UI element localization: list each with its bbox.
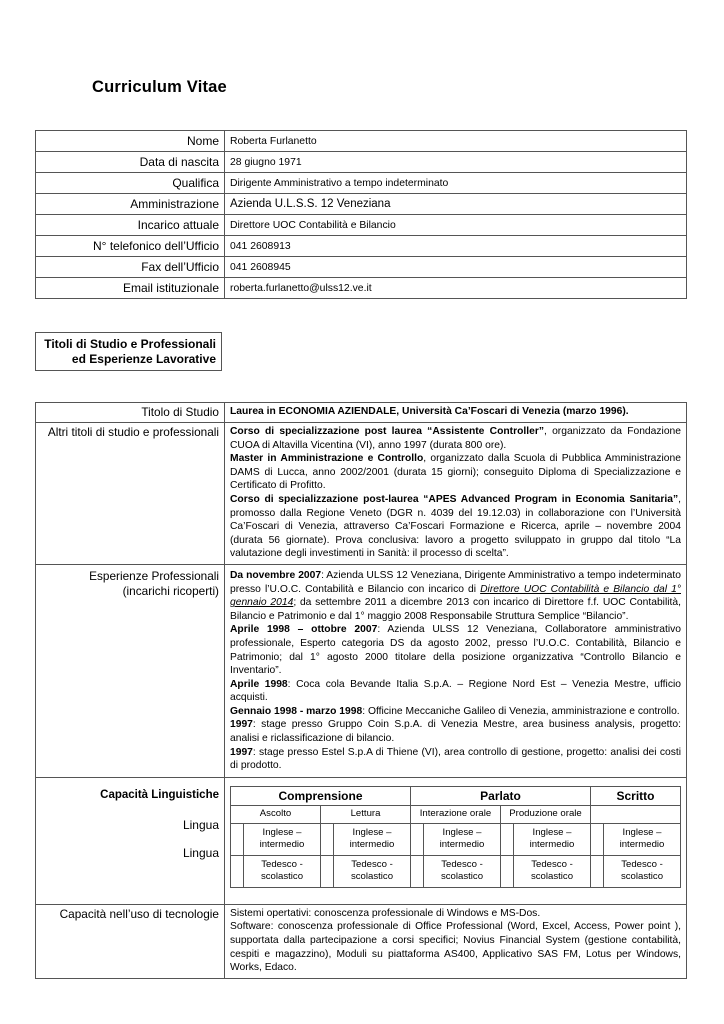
language-level: Tedesco - scolastico (244, 855, 321, 887)
field-label: Data di nascita (36, 152, 225, 173)
personal-info-table (35, 130, 687, 299)
field-label: Fax dell’Ufficio (36, 257, 225, 278)
column-header: Comprensione (231, 786, 411, 805)
language-subheader-row (231, 805, 681, 823)
level-code-cell (321, 855, 334, 887)
language-level: Inglese – intermedio (424, 823, 501, 855)
experience-entry (230, 705, 681, 719)
field-label: Altri titoli di studio e professionali (36, 423, 225, 565)
experience-detail: ; da settembre 2011 a dicembre 2013 con incarico di Direttore f.f. UOC Contabilità, Bilancio e Patrimonio e dal 1° maggio 2008 Responsabile Struttura Semplice “Bilancio”. (230, 597, 681, 622)
table-row (36, 215, 687, 236)
qualification-detail: , organizzato da Fondazione CUOA di Altavilla Vicentina (VI), anno 1997 (durata 800 ore). (230, 426, 682, 451)
language-level: Tedesco - scolastico (334, 855, 411, 887)
language-row (231, 855, 681, 887)
experience-detail: : Officine Meccaniche Galileo di Venezia, amministrazione e controllo. (362, 705, 680, 717)
degree-cell (225, 403, 687, 423)
level-code-cell (231, 823, 244, 855)
tech-skills-os: Sistemi opertativi: conoscenza professionale di Windows e MS-Dos. (230, 907, 541, 919)
table-row (36, 173, 687, 194)
education-experience-table (35, 402, 687, 979)
qualification-detail: , promosso dalla Regione Veneto (DGR n. 4039 del 19.12.03) in collaborazione con l’Università Ca’Foscari di Venezia, attraverso Ca’Foscari Formazione e Ricerca, aprile – novembre 2004 (durata 56 giornate). Prova conclusiva: lavoro a progetto sviluppato in gruppo dal titolo “La valutazione degli investimenti in Sanità: il processo di scelta”. (230, 493, 681, 560)
table-row (36, 777, 687, 904)
level-code-cell (591, 823, 604, 855)
section-heading-line: ed Esperienze Lavorative (71, 352, 216, 366)
experience-period: 1997 (230, 746, 253, 758)
column-subheader: Produzione orale (501, 805, 591, 823)
experience-period: Aprile 1998 (230, 678, 288, 690)
level-code-cell (231, 855, 244, 887)
column-subheader: Interazione orale (411, 805, 501, 823)
field-label: Titolo di Studio (36, 403, 225, 423)
experience-entry (230, 678, 681, 705)
qualification-entry (230, 452, 681, 493)
language-grid (230, 786, 681, 888)
page-title: Curriculum Vitae (92, 78, 227, 96)
field-label-line: (incarichi ricoperti) (122, 583, 219, 598)
language-level: Inglese – intermedio (334, 823, 411, 855)
experience-period: Da novembre 2007 (230, 569, 322, 581)
field-label-line: Esperienze Professionali (89, 568, 219, 583)
experience-entry (230, 623, 681, 677)
language-header-row (231, 786, 681, 805)
column-subheader-empty (591, 805, 681, 823)
level-code-cell (591, 855, 604, 887)
table-row (36, 236, 687, 257)
language-row-label: Lingua (182, 817, 219, 832)
tech-skills (225, 904, 687, 978)
table-row (36, 278, 687, 299)
language-level: Inglese – intermedio (604, 823, 681, 855)
field-value: Direttore UOC Contabilità e Bilancio (225, 215, 687, 236)
level-code-cell (501, 823, 514, 855)
field-label: Capacità nell’uso di tecnologie (36, 904, 225, 978)
field-label: N° telefonico dell’Ufficio (36, 236, 225, 257)
qualification-title: Corso di specializzazione post laurea “Assistente Controller” (230, 426, 544, 437)
experience-entry (230, 746, 681, 773)
language-level: Inglese – intermedio (514, 823, 591, 855)
section-heading-line: Titoli di Studio e Professionali (44, 337, 216, 351)
degree-value: Laurea in ECONOMIA AZIENDALE, Università Ca’Foscari di Venezia (marzo 1996). (230, 406, 629, 417)
language-level: Inglese – intermedio (244, 823, 321, 855)
other-qualifications (225, 423, 687, 565)
table-row (36, 423, 687, 565)
experience-period: Gennaio 1998 - marzo 1998 (230, 705, 363, 717)
field-label: Email istituzionale (36, 278, 225, 299)
field-label: Nome (36, 131, 225, 152)
qualification-entry (230, 493, 681, 561)
field-label: Qualifica (36, 173, 225, 194)
tech-skills-software: Software: conoscenza professionale di Office Professional (Word, Excel, Access, Power point ), supportata dalla partecipazione a corsi specifici; Novius Financial System (gestione contabilità, cespiti e magazzino), Moduli su piattaforma AS400, Applicativo SAS FM, Lotus per Windows, Works, Edaco. (230, 921, 681, 974)
qualification-detail: , organizzato dalla Scuola di Pubblica Amministrazione DAMS di Lucca, anno 2002/2001 (durata 15 giorni); conseguito Diploma di Specializzazione e Certificato di Profitto. (230, 453, 681, 492)
field-value: 28 giugno 1971 (225, 152, 687, 173)
field-value: 041 2608945 (225, 257, 687, 278)
language-level: Tedesco - scolastico (514, 855, 591, 887)
qualification-title: Corso di specializzazione post-laurea “APES Advanced Program in Economia Sanitaria” (230, 493, 679, 505)
column-subheader: Lettura (321, 805, 411, 823)
experience-detail: : Azienda ULSS 12 Veneziana, Collaboratore amministrativo professionale, Esperto categoria DS da agosto 2002, presso l’U.O.C. Contabilità, Bilancio e Patrimonio; dal 1° agosto 2000 titolare della posizione organizzativa “Controllo Bilancio e Inventario”. (230, 624, 681, 677)
field-value: Dirigente Amministrativo a tempo indeterminato (225, 173, 687, 194)
language-level: Tedesco - scolastico (424, 855, 501, 887)
work-experience (225, 564, 687, 777)
table-row (36, 403, 687, 423)
field-label: Incarico attuale (36, 215, 225, 236)
language-label-cell (36, 777, 225, 904)
field-label (36, 564, 225, 777)
experience-detail: : Azienda ULSS 12 Veneziana, Dirigente Amministrativo a tempo indeterminato presso l’U.O.C. Contabilità e Bilancio con incarico di (230, 569, 681, 595)
email-value: roberta.furlanetto@ulss12.ve.it (225, 278, 687, 299)
column-header: Scritto (591, 786, 681, 805)
language-row (231, 823, 681, 855)
table-row (36, 131, 687, 152)
field-label: Capacità Linguistiche (100, 788, 219, 801)
column-subheader: Ascolto (231, 805, 321, 823)
field-value: Roberta Furlanetto (225, 131, 687, 152)
experience-role-link: Direttore UOC Contabilità e Bilancio dal 1° gennaio 2014 (230, 583, 681, 609)
experience-entry (230, 718, 681, 745)
qualification-title: Master in Amministrazione e Controllo (230, 453, 424, 465)
column-header: Parlato (411, 786, 591, 805)
table-row (36, 904, 687, 978)
language-row-label: Lingua (182, 845, 219, 860)
table-row (36, 152, 687, 173)
experience-detail: : Coca cola Bevande Italia S.p.A. – Regione Nord Est – Venezia Mestre, ufficio acquisti. (230, 678, 681, 704)
table-row (36, 257, 687, 278)
level-code-cell (411, 855, 424, 887)
table-row (36, 194, 687, 215)
experience-period: Aprile 1998 – ottobre 2007 (230, 624, 378, 636)
section-heading (35, 332, 222, 371)
table-row (36, 564, 687, 777)
field-value: Azienda U.L.S.S. 12 Veneziana (225, 194, 687, 215)
field-label: Amministrazione (36, 194, 225, 215)
experience-entry (230, 569, 681, 623)
language-grid-cell (225, 777, 687, 904)
level-code-cell (501, 855, 514, 887)
field-value: 041 2608913 (225, 236, 687, 257)
level-code-cell (411, 823, 424, 855)
experience-detail: : stage presso Estel S.p.A di Thiene (VI), area controllo di gestione, progetto: analisi dei costi di prodotto. (230, 746, 681, 772)
experience-detail: : stage presso Gruppo Coin S.p.A. di Venezia Mestre, area business analysis, progetto: analisi e riclassificazione di bilancio. (230, 719, 681, 745)
experience-period: 1997 (230, 719, 253, 731)
level-code-cell (321, 823, 334, 855)
qualification-entry (230, 425, 681, 452)
language-level: Tedesco - scolastico (604, 855, 681, 887)
